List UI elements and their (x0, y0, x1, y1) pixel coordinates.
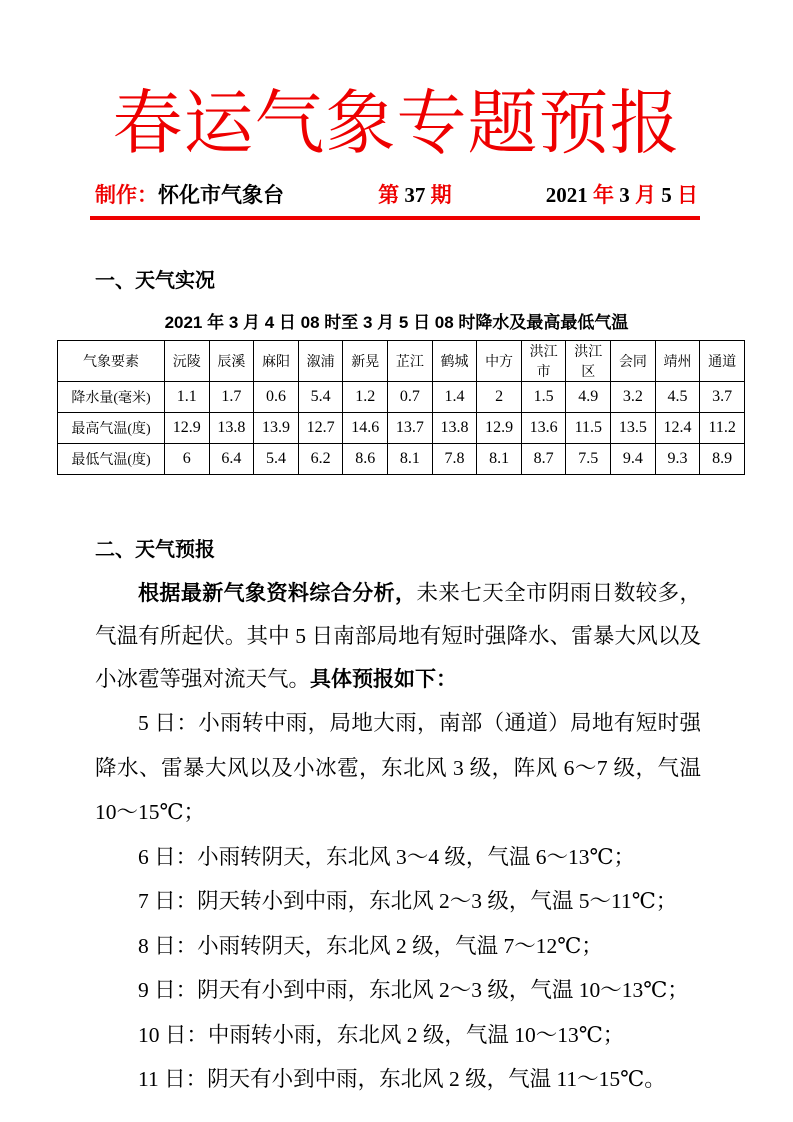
producer-label: 制作： (95, 183, 158, 207)
forecast-day-item: 7 日：阴天转小到中雨，东北风 2～3 级，气温 5～11℃； (138, 889, 678, 913)
cell-value: 1.2 (343, 382, 388, 413)
forecast-intro-paragraph (95, 572, 701, 701)
weather-observation-table (57, 340, 745, 475)
col-header-station: 中方 (477, 341, 522, 382)
col-header-station: 洪江区 (566, 341, 611, 382)
cell-value: 3.7 (700, 382, 745, 413)
issue-suffix: 期 (425, 183, 452, 207)
cell-value: 5.4 (254, 444, 299, 475)
section1-heading: 一、天气实况 (95, 270, 215, 292)
issue-prefix: 第 (378, 183, 405, 207)
table-row (58, 444, 745, 475)
cell-value: 6.2 (298, 444, 343, 475)
cell-value: 6 (165, 444, 210, 475)
col-header-station: 沅陵 (165, 341, 210, 382)
cell-value: 1.1 (165, 382, 210, 413)
weather-table-body (58, 382, 745, 475)
header-divider-rule (90, 216, 700, 220)
cell-value: 8.6 (343, 444, 388, 475)
cell-value: 1.5 (521, 382, 566, 413)
cell-value: 12.4 (655, 413, 700, 444)
cell-value: 4.5 (655, 382, 700, 413)
cell-value: 13.7 (388, 413, 433, 444)
cell-value: 12.7 (298, 413, 343, 444)
date-year: 2021 (545, 183, 588, 207)
forecast-day-item: 10 日：中雨转小雨，东北风 2 级，气温 10～13℃； (138, 1022, 625, 1047)
table-caption: 2021 年 3 月 4 日 08 时至 3 月 5 日 08 时降水及最高最低气温 (164, 313, 629, 332)
producer-name: 怀化市气象台 (158, 183, 284, 207)
forecast-list (95, 701, 701, 1102)
col-header-station: 靖州 (655, 341, 700, 382)
cell-value: 6.4 (209, 444, 254, 475)
cell-value: 11.5 (566, 413, 611, 444)
weather-table-head-row (58, 341, 745, 382)
forecast-intro-bold-lead: 根据最新气象资料综合分析， (138, 582, 417, 605)
date-day: 5 (661, 183, 672, 207)
issue-number-line (378, 179, 452, 209)
masthead (95, 179, 698, 209)
row-label: 最高气温(度) (58, 413, 165, 444)
issue-date-line (546, 179, 698, 209)
document-title: 春运气象专题预报 (112, 86, 681, 163)
cell-value: 7.8 (432, 444, 477, 475)
date-month-unit: 月 (629, 183, 662, 207)
table-row (58, 382, 745, 413)
row-label: 降水量(毫米) (58, 382, 165, 413)
cell-value: 0.7 (388, 382, 433, 413)
col-header-station: 通道 (700, 341, 745, 382)
cell-value: 13.5 (611, 413, 656, 444)
date-month: 3 (619, 183, 630, 207)
cell-value: 1.4 (432, 382, 477, 413)
cell-value: 9.3 (655, 444, 700, 475)
section2-heading: 二、天气预报 (95, 539, 215, 561)
forecast-day-item: 11 日：阴天有小到中雨，东北风 2 级，气温 11～15℃。 (138, 1067, 666, 1091)
cell-value: 7.5 (566, 444, 611, 475)
forecast-body (95, 572, 701, 1102)
forecast-intro-bold-tail: 具体预报如下： (310, 668, 458, 691)
col-header-station: 鹤城 (432, 341, 477, 382)
col-header-station: 辰溪 (209, 341, 254, 382)
cell-value: 3.2 (611, 382, 656, 413)
cell-value: 0.6 (254, 382, 299, 413)
cell-value: 2 (477, 382, 522, 413)
cell-value: 5.4 (298, 382, 343, 413)
forecast-day-item: 5 日：小雨转中雨，局地大雨，南部（通道）局地有短时强降水、雷暴大风以及小冰雹，东北风 3 级，阵风 6～7 级，气温 10～15℃； (95, 711, 701, 824)
cell-value: 12.9 (477, 413, 522, 444)
col-header-station: 会同 (611, 341, 656, 382)
forecast-day-item: 6 日：小雨转阴天，东北风 3～4 级，气温 6～13℃； (138, 844, 636, 869)
row-label: 最低气温(度) (58, 444, 165, 475)
cell-value: 13.8 (432, 413, 477, 444)
col-header-element: 气象要素 (58, 341, 165, 382)
cell-value: 8.1 (477, 444, 522, 475)
producer-line (95, 179, 284, 209)
date-year-unit: 年 (587, 183, 620, 207)
cell-value: 13.6 (521, 413, 566, 444)
cell-value: 8.9 (700, 444, 745, 475)
forecast-day-item: 9 日：阴天有小到中雨，东北风 2～3 级，气温 10～13℃； (138, 978, 689, 1002)
cell-value: 4.9 (566, 382, 611, 413)
date-day-unit: 日 (671, 183, 698, 207)
issue-number: 37 (404, 183, 426, 207)
cell-value: 9.4 (611, 444, 656, 475)
col-header-station: 新晃 (343, 341, 388, 382)
col-header-station: 芷江 (388, 341, 433, 382)
cell-value: 1.7 (209, 382, 254, 413)
cell-value: 8.7 (521, 444, 566, 475)
col-header-station: 麻阳 (254, 341, 299, 382)
cell-value: 11.2 (700, 413, 745, 444)
cell-value: 13.9 (254, 413, 299, 444)
forecast-day-item: 8 日：小雨转阴天，东北风 2 级，气温 7～12℃； (138, 933, 603, 958)
col-header-station: 溆浦 (298, 341, 343, 382)
forecast-intro-text: 未来七天全市阴雨日数较多，气温有所起伏。其中 5 日南部局地有短时强降水、雷暴大风以及小冰雹等强对流天气。 (95, 581, 701, 691)
table-row (58, 413, 745, 444)
cell-value: 13.8 (209, 413, 254, 444)
cell-value: 14.6 (343, 413, 388, 444)
col-header-station: 洪江市 (521, 341, 566, 382)
cell-value: 8.1 (388, 444, 433, 475)
cell-value: 12.9 (165, 413, 210, 444)
